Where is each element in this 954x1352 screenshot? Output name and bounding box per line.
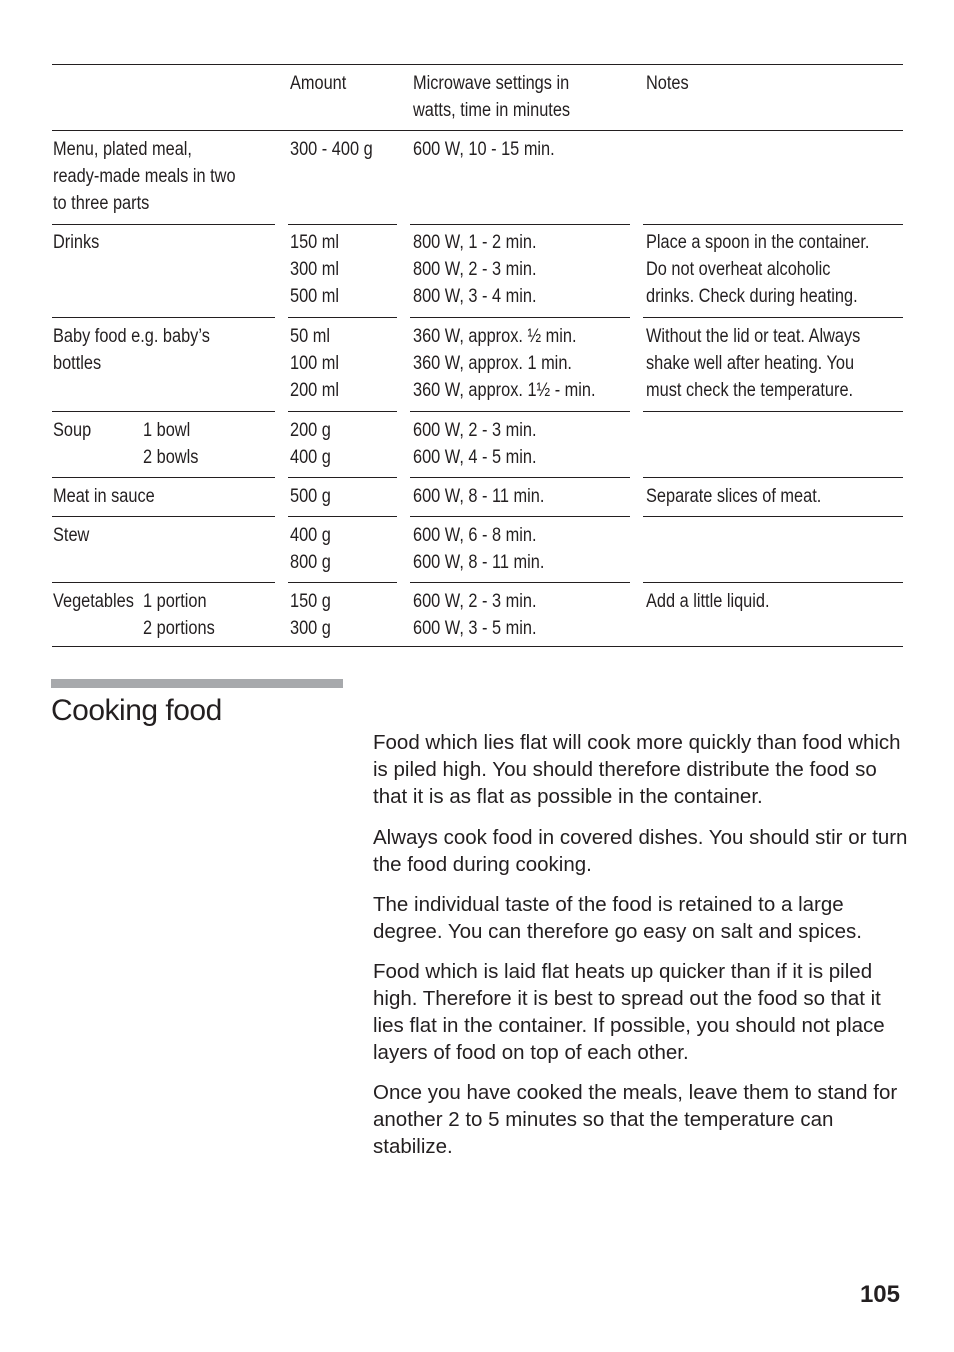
row-rule bbox=[288, 477, 397, 478]
paragraph: Food which lies flat will cook more quickly than food which is piled high. You should therefore distribute the food so that it is as flat as possible in the container. bbox=[373, 731, 901, 808]
row-rule bbox=[52, 224, 275, 225]
row-rule bbox=[52, 317, 275, 318]
row-rule bbox=[288, 411, 397, 412]
header-notes: Notes bbox=[646, 73, 689, 94]
row-notes-vegetables: Add a little liquid. bbox=[646, 591, 770, 612]
section-bar bbox=[51, 679, 343, 688]
row-settings-soup: 600 W, 2 - 3 min. 600 W, 4 - 5 min. bbox=[413, 420, 537, 468]
row-settings-menu: 600 W, 10 - 15 min. bbox=[413, 139, 555, 160]
row-rule bbox=[410, 516, 630, 517]
row-sub-soup: 1 bowl 2 bowls bbox=[143, 420, 199, 468]
row-food-drinks: Drinks bbox=[53, 232, 100, 253]
paragraph: The individual taste of the food is retained to a large degree. You can therefore go easy on salt and spices. bbox=[373, 893, 862, 943]
row-rule bbox=[643, 477, 903, 478]
row-settings-stew: 600 W, 6 - 8 min. 600 W, 8 - 11 min. bbox=[413, 525, 545, 573]
row-food-vegetables: Vegetables bbox=[53, 591, 134, 612]
row-food-menu: Menu, plated meal, ready-made meals in two to three parts bbox=[53, 139, 236, 214]
row-rule bbox=[410, 317, 630, 318]
row-amount-meat: 500 g bbox=[290, 486, 331, 507]
row-rule bbox=[52, 411, 275, 412]
row-rule bbox=[643, 516, 903, 517]
row-rule bbox=[288, 317, 397, 318]
row-rule bbox=[288, 582, 397, 583]
row-rule bbox=[410, 582, 630, 583]
header-rule bbox=[52, 130, 903, 131]
row-rule bbox=[643, 317, 903, 318]
row-rule bbox=[410, 411, 630, 412]
paragraph: Food which is laid flat heats up quicker than if it is piled high. Therefore it is best to spread out the food so that it lies flat in the container. If possible, you should not place layers of food on top of each other. bbox=[373, 960, 885, 1064]
row-rule bbox=[643, 582, 903, 583]
row-amount-vegetables: 150 g 300 g bbox=[290, 591, 331, 639]
row-food-soup: Soup bbox=[53, 420, 92, 441]
row-settings-vegetables: 600 W, 2 - 3 min. 600 W, 3 - 5 min. bbox=[413, 591, 537, 639]
row-rule bbox=[288, 224, 397, 225]
row-food-baby: Baby food e.g. baby’s bottles bbox=[53, 326, 210, 374]
header-amount: Amount bbox=[290, 73, 347, 94]
row-rule bbox=[643, 224, 903, 225]
row-rule bbox=[410, 477, 630, 478]
paragraph: Once you have cooked the meals, leave them to stand for another 2 to 5 minutes so that the temperature can stabilize. bbox=[373, 1081, 898, 1158]
paragraph: Always cook food in covered dishes. You should stir or turn the food during cooking. bbox=[373, 826, 908, 876]
row-amount-menu: 300 - 400 g bbox=[290, 139, 373, 160]
row-rule bbox=[52, 477, 275, 478]
row-rule bbox=[52, 516, 275, 517]
row-settings-meat: 600 W, 8 - 11 min. bbox=[413, 486, 545, 507]
table-bottom-rule bbox=[52, 646, 903, 647]
row-food-stew: Stew bbox=[53, 525, 90, 546]
row-settings-drinks: 800 W, 1 - 2 min. 800 W, 2 - 3 min. 800 W, 3 - 4 min. bbox=[413, 232, 537, 307]
header-settings: Microwave settings in watts, time in minutes bbox=[413, 73, 571, 121]
row-amount-stew: 400 g 800 g bbox=[290, 525, 331, 573]
row-notes-baby: Without the lid or teat. Always shake well after heating. You must check the temperature. bbox=[646, 326, 861, 401]
row-food-meat: Meat in sauce bbox=[53, 486, 155, 507]
row-rule bbox=[52, 582, 275, 583]
table-top-rule bbox=[52, 64, 903, 65]
row-notes-drinks: Place a spoon in the container. Do not overheat alcoholic drinks. Check during heating. bbox=[646, 232, 870, 307]
row-notes-meat: Separate slices of meat. bbox=[646, 486, 822, 507]
page-number: 105 bbox=[859, 1281, 900, 1308]
row-sub-vegetables: 1 portion 2 portions bbox=[143, 591, 215, 639]
row-amount-drinks: 150 ml 300 ml 500 ml bbox=[290, 232, 340, 307]
section-title: Cooking food bbox=[51, 694, 222, 727]
row-amount-baby: 50 ml 100 ml 200 ml bbox=[290, 326, 340, 401]
row-rule bbox=[410, 224, 630, 225]
row-settings-baby: 360 W, approx. ½ min. 360 W, approx. 1 min. 360 W, approx. 1½ - min. bbox=[413, 326, 596, 401]
row-rule bbox=[288, 516, 397, 517]
row-rule bbox=[643, 411, 903, 412]
row-amount-soup: 200 g 400 g bbox=[290, 420, 331, 468]
